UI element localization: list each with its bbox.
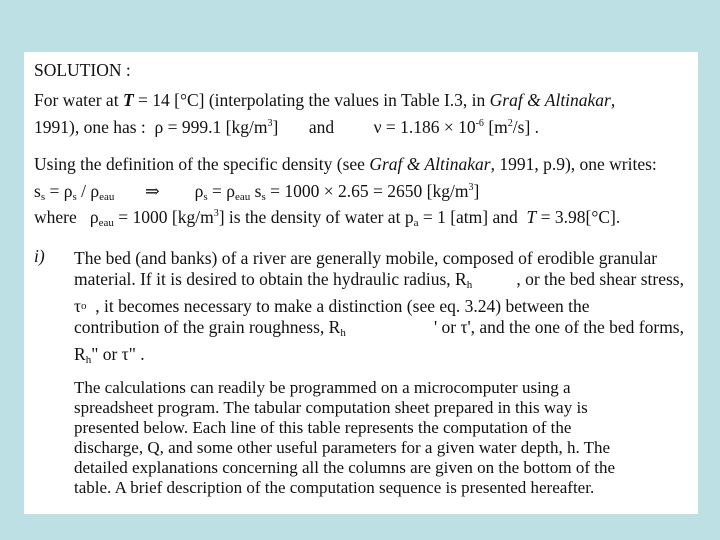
calc-line-1: The calculations can readily be programmed on a microcomputer using a (74, 378, 571, 397)
item-i-line-3: τ o , it becomes necessary to make a distinction (see eq. 3.24) between the (74, 296, 590, 316)
item-i-line-1: The bed (and banks) of a river are generally mobile, composed of erodible granular (74, 248, 658, 268)
water-properties-line-2: 1991), one has : ρ = 999.1 $[kg/m^3]$ and $\nu = 1.186 \times 10^{-6}$ $[m^2/s]$ . (34, 117, 540, 137)
specific-density-intro: Using the definition of the specific density (see Graf & Altinakar, 1991, p.9), one writes: (34, 154, 657, 174)
calc-line-4: discharge, Q, and some other useful parameters for a given water depth, h. The (74, 438, 611, 457)
calc-line-6: table. A brief description of the computation sequence is presented hereafter. (74, 478, 595, 497)
calc-line-5: detailed explanations concerning all the columns are given on the bottom of the (74, 458, 616, 477)
calc-line-2: spreadsheet program. The tabular computation sheet prepared in this way is (74, 398, 588, 417)
calc-line-3: presented below. Each line of this table represents the computation of the (74, 418, 572, 437)
water-density-definition: where $\rho_{eau} = 1000$ $[kg/m^3]$ is the density of water at $p_a = 1$ [atm] and T = 3.98[°C]. (34, 207, 621, 229)
water-properties-line-1: For water at T = 14 [°C] (interpolating the values in Table I.3, in Graf & Altinakar, (34, 90, 616, 110)
item-i-line-5: $R_h$" or τ" . (74, 344, 145, 366)
calculation-paragraph (74, 378, 684, 498)
specific-density-equation: $s_s = \rho_s / \rho_{eau}$ ⇒ $\rho_s = \rho_{eau}$ $s_s = 1000 \times 2.65 = 2650$ $[kg/m^3]$ (34, 181, 480, 203)
document-page (24, 52, 698, 514)
item-label: i) (34, 246, 45, 266)
item-i-paragraph (74, 248, 684, 371)
implies-icon: ⇒ (144, 181, 160, 201)
solution-heading: SOLUTION : (34, 60, 131, 80)
item-i-line-2: material. If it is desired to obtain the hydraulic radius, $R_h$ , or the bed shear stress, (74, 269, 684, 291)
item-i-line-4: contribution of the grain roughness, $R_h$ ' or τ', and the one of the bed forms, (74, 317, 684, 339)
